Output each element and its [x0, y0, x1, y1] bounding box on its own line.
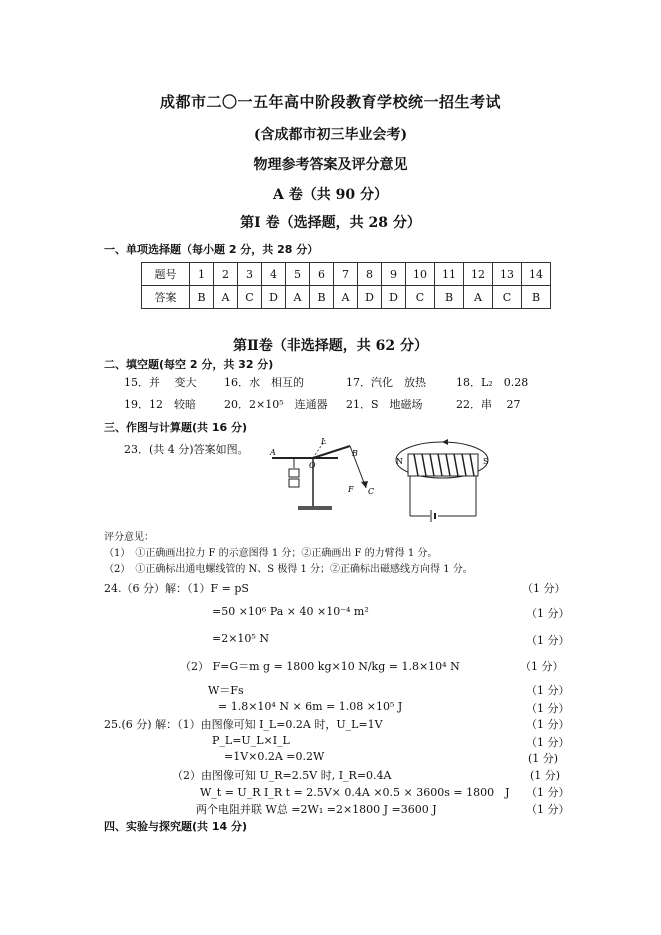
- q25-line: 25.(6 分) 解：（1）由图像可知 I_L=0.2A 时，U_L=1V: [104, 718, 383, 731]
- q24-line: =50 ×10⁶ Pa × 40 ×10⁻⁴ m²: [212, 605, 369, 618]
- table-cell: A: [464, 286, 493, 309]
- table-cell: 1: [190, 263, 214, 286]
- table-cell: C: [406, 286, 435, 309]
- scoring-heading: 评分意见：: [104, 532, 154, 543]
- table-cell: B: [522, 286, 551, 309]
- fill-answer: 18．L₂ 0.28: [456, 376, 529, 389]
- volume-a-heading: A 卷（共 90 分）: [273, 187, 388, 203]
- table-cell: B: [435, 286, 464, 309]
- table-row-numbers: [142, 263, 551, 286]
- label-s: S: [483, 457, 489, 466]
- exam-subtitle: (含成都市初三毕业会考): [253, 127, 408, 143]
- score-label: （1 分）: [522, 582, 566, 595]
- score-label: （1 分）: [526, 634, 570, 647]
- table-cell: 10: [406, 263, 435, 286]
- fill-answer: 21．S 地磁场: [346, 398, 423, 411]
- part1-heading: 第Ⅰ 卷（选择题，共 28 分）: [240, 215, 421, 231]
- q24-line: = 1.8×10⁴ N × 6m = 1.08 ×10⁵ J: [218, 700, 403, 713]
- table-cell: 13: [493, 263, 522, 286]
- score-label: （1 分）: [526, 684, 570, 697]
- table-cell: 9: [382, 263, 406, 286]
- label-a: A: [270, 448, 276, 457]
- fill-answer: 16．水 相互的: [224, 376, 304, 389]
- table-cell: B: [310, 286, 334, 309]
- table-cell: B: [190, 286, 214, 309]
- table-cell: A: [334, 286, 358, 309]
- table-cell: A: [286, 286, 310, 309]
- q24-line: （2） F=G＝m g = 1800 kg×10 N/kg = 1.8×10⁴ N: [180, 660, 460, 673]
- score-label: （1 分）: [526, 736, 570, 749]
- table-label-answer: 答案: [142, 286, 190, 309]
- label-o: O: [309, 461, 316, 470]
- score-label: (1 分): [530, 769, 561, 782]
- label-n: N: [396, 457, 403, 466]
- document-name: 物理参考答案及评分意见: [253, 157, 408, 173]
- table-cell: 7: [334, 263, 358, 286]
- label-l: L: [321, 437, 327, 446]
- table-cell: C: [493, 286, 522, 309]
- table-cell: 8: [358, 263, 382, 286]
- table-cell: D: [382, 286, 406, 309]
- q25-line: P_L=U_L×I_L: [212, 734, 290, 747]
- fill-answer: 17．汽化 放热: [346, 376, 426, 389]
- label-f: F: [348, 485, 354, 494]
- score-label: （1 分）: [526, 607, 570, 620]
- section1-heading: 一、单项选择题（每小题 2 分，共 28 分）: [104, 243, 319, 256]
- score-label: （1 分）: [526, 718, 570, 731]
- table-cell: A: [214, 286, 238, 309]
- part2-heading: 第Ⅱ卷（非选择题，共 62 分）: [232, 338, 429, 354]
- score-label: （1 分）: [526, 803, 570, 816]
- scoring-item: （1） ①正确画出拉力 F 的示意图得 1 分；②正确画出 F 的力臂得 1 分。: [104, 548, 438, 559]
- table-cell: 12: [464, 263, 493, 286]
- table-cell: 2: [214, 263, 238, 286]
- solenoid-figure: [394, 438, 494, 522]
- q25-line: =1V×0.2A =0.2W: [224, 750, 325, 763]
- table-cell: 14: [522, 263, 551, 286]
- fill-answer: 22．串 27: [456, 398, 521, 411]
- table-cell: 11: [435, 263, 464, 286]
- fill-answer: 19．12 较暗: [124, 398, 196, 411]
- q24-line: W＝Fs: [208, 684, 244, 697]
- table-cell: 5: [286, 263, 310, 286]
- q24-line: 24.（6 分）解：（1）F = pS: [104, 582, 249, 595]
- fill-answer: 20．2×10⁵ 连通器: [224, 398, 328, 411]
- score-label: (1 分): [528, 752, 559, 765]
- exam-title: 成都市二〇一五年高中阶段教育学校统一招生考试: [159, 93, 501, 111]
- table-cell: C: [238, 286, 262, 309]
- table-cell: 6: [310, 263, 334, 286]
- table-cell: 3: [238, 263, 262, 286]
- table-label-number: 题号: [142, 263, 190, 286]
- section3-heading: 三、作图与计算题(共 16 分): [104, 421, 248, 434]
- score-label: （1 分）: [526, 786, 570, 799]
- q25-line: W_t = U_R I_R t = 2.5V× 0.4A ×0.5 × 3600s = 1800 J: [200, 786, 510, 799]
- section4-heading: 四、实验与探究题(共 14 分): [104, 820, 248, 833]
- q25-line: （2）由图像可知 U_R=2.5V 时, I_R=0.4A: [172, 769, 392, 782]
- table-cell: D: [262, 286, 286, 309]
- table-cell: D: [358, 286, 382, 309]
- lever-figure: [268, 436, 380, 518]
- scoring-item: （2） ①正确标出通电螺线管的 N、S 极得 1 分；②正确标出磁感线方向得 1 分。: [104, 564, 473, 575]
- q25-line: 两个电阻并联 W总 =2W₁ =2×1800 J =3600 J: [196, 803, 437, 816]
- q23-text: 23．(共 4 分)答案如图。: [124, 443, 249, 456]
- fill-answer: 15．并 变大: [124, 376, 197, 389]
- label-b: B: [352, 449, 358, 458]
- score-label: （1 分）: [526, 702, 570, 715]
- table-row-answers: [142, 286, 551, 309]
- label-c: C: [368, 487, 375, 496]
- score-label: （1 分）: [520, 660, 564, 673]
- q24-line: =2×10⁵ N: [212, 632, 269, 645]
- answer-table: [141, 262, 551, 309]
- section2-heading: 二、填空题(每空 2 分，共 32 分): [104, 358, 274, 371]
- table-cell: 4: [262, 263, 286, 286]
